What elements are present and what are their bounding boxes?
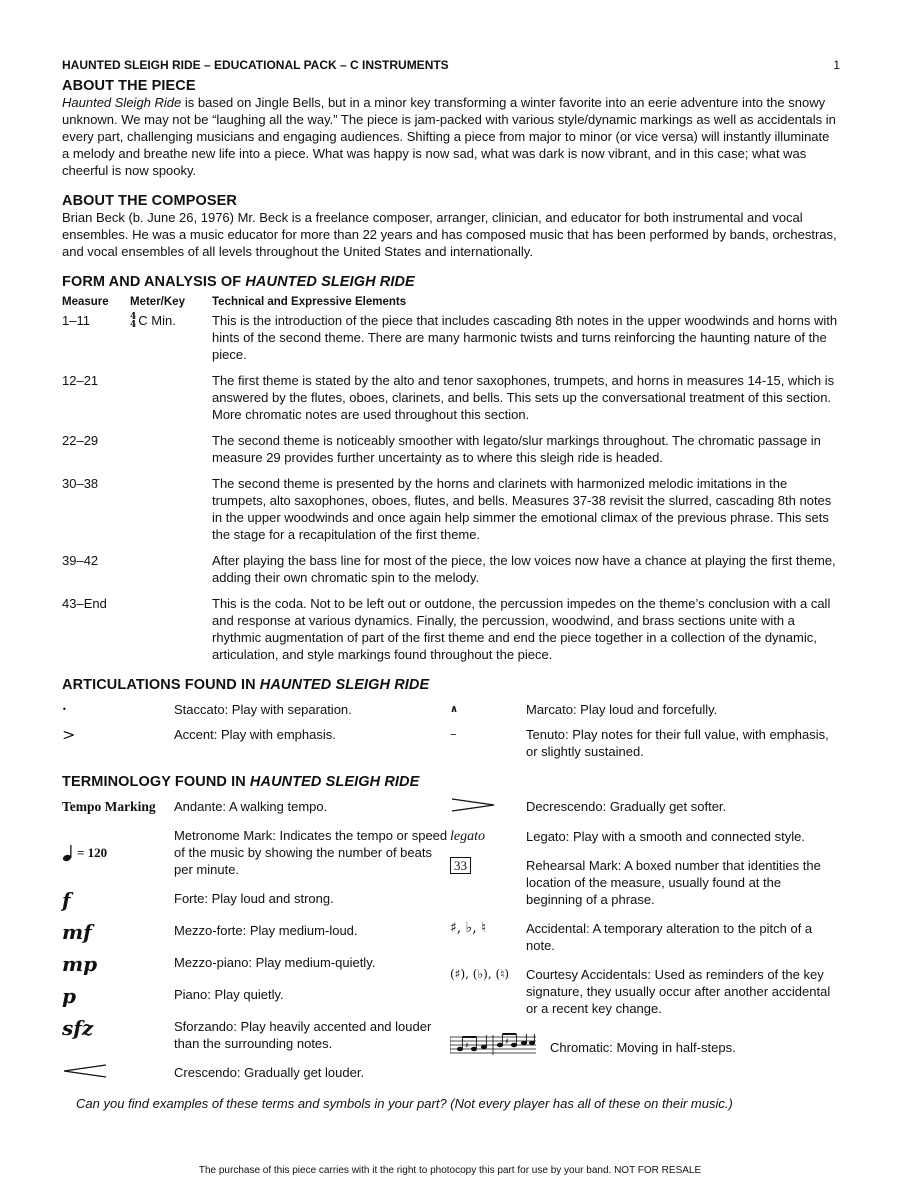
time-signature-icon [130,313,136,329]
piece-title-italic: Haunted Sleigh Ride [62,95,182,110]
row-meter-key [130,432,212,466]
list-item [62,890,450,910]
metronome-mark [62,827,174,878]
mezzo-forte-text: Mezzo-forte: Play medium-loud. [174,923,358,938]
chromatic-staff-icon [450,1033,550,1061]
about-piece-section [62,78,840,179]
marcato-text: Marcato: Play loud and forcefully. [526,702,718,717]
header-title: HAUNTED SLEIGH RIDE – EDUCATIONAL PACK – C INSTRUMENTS [62,58,449,72]
rehearsal-text: Rehearsal Mark: A boxed number that identities the location of the measure, usually found at the beginning of a phrase. [526,858,821,907]
list-item [62,726,450,743]
accent-icon: > [62,725,76,744]
footer-note: The purchase of this piece carries with it the right to photocopy this part for use by your band. NOT FOR RESALE [198,1165,702,1176]
mezzo-piano-text: Mezzo-piano: Play medium-quietly. [174,955,376,970]
staccato-icon: • [62,705,67,714]
list-item [62,954,450,974]
table-row [62,475,840,543]
table-row [62,432,840,466]
row-measure: 30–38 [62,476,99,491]
terminology-section [62,774,840,1082]
list-item [62,798,450,815]
timesig-bottom: 4 [130,320,137,330]
mezzo-piano-icon: mp [62,952,98,976]
row-meter-key [130,312,212,363]
metronome-value: = 120 [77,845,108,860]
closing-question: Can you find examples of these terms and symbols in your part? (Not every player has all of these on their music.) [76,1096,733,1111]
table-row [62,595,840,663]
forte-icon: f [62,888,71,912]
tenuto-text: Tenuto: Play notes for their full value, with emphasis, or slightly sustained. [526,727,829,759]
terminology-right-column [450,790,840,1082]
artic-heading-italic: HAUNTED SLEIGH RIDE [259,677,430,693]
about-composer-section [62,193,840,260]
courtesy-accidental-icon: (♯), (♭), (♮) [450,967,510,981]
quarter-note-icon [62,844,74,862]
accent-text: Accent: Play with emphasis. [174,727,336,742]
form-table-header [62,296,840,308]
form-heading-text: FORM AND ANALYSIS OF [62,274,246,290]
running-header [62,58,840,72]
piano-icon: p [62,984,76,1008]
list-item [450,701,840,718]
list-item [450,1033,840,1061]
table-row [62,372,840,423]
table-row [62,552,840,586]
row-meter-key [130,475,212,543]
term-heading-italic: HAUNTED SLEIGH RIDE [249,774,420,790]
about-composer-text: Brian Beck (b. June 26, 1976) Mr. Beck is a freelance composer, arranger, clinician, and educator for both instrumental and vocal ensembles. He was a music educator for more than 22 years and has composed music that has been performed by bands, orchestras, and vocal ensembles of all levels throughout the United States and internationally. [62,210,837,259]
table-row [62,312,840,363]
articulations-left-column [62,693,450,760]
accidental-icon: ♯, ♭, ♮ [450,920,487,936]
sforzando-text: Sforzando: Play heavily accented and louder than the surrounding notes. [174,1019,432,1051]
sforzando-icon: sfz [62,1016,94,1040]
mezzo-forte-icon: mf [62,920,92,944]
document-page [62,58,840,1111]
decrescendo-icon [450,798,526,816]
svg-text:♯: ♯ [465,1041,469,1050]
list-item [62,1064,450,1082]
timesig-top: 4 [130,312,137,322]
tempo-marking-symbol: Tempo Marking [62,799,156,814]
row-measure: 22–29 [62,433,99,448]
row-text: The second theme is presented by the horns and clarinets with harmonized melodic imitations in the trumpets, alto saxophones, oboes, flutes, and bells. Measures 37-38 revisit the slurred, cascading 8th notes in the upper woodwinds and once again help simmer the emotional climax of the previous phrase. This sets the stage for a recapitulation of the first theme. [212,476,832,542]
row-text: After playing the bass line for most of the piece, the low voices now have a chance at playing the first theme, adding their own chromatic spin to the melody. [212,553,836,585]
col-measure: Measure [62,296,109,308]
row-meter-key [130,595,212,663]
list-item [450,966,840,1017]
decrescendo-text: Decrescendo: Gradually get softer. [526,799,727,814]
terminology-left-column [62,790,450,1082]
staccato-text: Staccato: Play with separation. [174,702,352,717]
list-item [62,986,450,1006]
tenuto-icon: – [450,727,457,742]
page-number: 1 [833,58,840,72]
legato-text: Legato: Play with a smooth and connected style. [526,829,805,844]
forte-text: Forte: Play loud and strong. [174,891,334,906]
col-meter-key: Meter/Key [130,296,185,308]
row-measure: 1–11 [62,313,90,328]
row-measure: 12–21 [62,373,99,388]
artic-heading-text: ARTICULATIONS FOUND IN [62,677,260,693]
term-heading-text: TERMINOLOGY FOUND IN [62,774,250,790]
form-heading-italic: HAUNTED SLEIGH RIDE [245,274,415,290]
svg-text:♯: ♯ [505,1037,509,1046]
row-meter-key [130,552,212,586]
form-analysis-heading [62,274,840,290]
row-measure: 39–42 [62,553,99,568]
list-item [62,922,450,942]
list-item [450,828,840,845]
about-composer-heading: ABOUT THE COMPOSER [62,193,237,209]
list-item [62,827,450,878]
about-piece-text [62,94,840,179]
row-text: The first theme is stated by the alto and tenor saxophones, trumpets, and horns in measures 14-15, which is answered by the flutes, oboes, clarinets, and bells. This sets up the conversational treatment of this section. More chromatic notes are used throughout this section. [212,373,835,422]
about-piece-heading: ABOUT THE PIECE [62,78,196,94]
list-item [450,857,840,908]
crescendo-text: Crescendo: Gradually get louder. [174,1065,365,1080]
metronome-text: Metronome Mark: Indicates the tempo or speed of the music by showing the number of beats per minute. [174,828,448,877]
courtesy-text: Courtesy Accidentals: Used as reminders of the key signature, they usually occur after another accidental or a recent key change. [526,967,831,1016]
marcato-icon: ∧ [450,704,459,715]
row-key: C Min. [138,313,176,328]
row-text: This is the coda. Not to be left out or outdone, the percussion impedes on the theme’s conclusion with a call and response at various dynamics. Finally, the percussion, woodwind, and brass sections unite with a rhythmic augmentation of part of the first theme and end the piece together in a collection of the dynamic, articulation, and style markings found throughout the piece. [212,596,831,662]
articulations-heading [62,677,840,693]
list-item [450,726,840,760]
rehearsal-mark-cell [450,857,526,908]
articulations-grid [62,693,840,760]
legato-symbol: legato [450,829,485,844]
list-item [450,798,840,816]
crescendo-icon [62,1064,174,1082]
piano-text: Piano: Play quietly. [174,987,284,1002]
accidental-text: Accidental: A temporary alteration to the pitch of a note. [526,921,813,953]
terminology-heading [62,774,840,790]
terminology-grid [62,790,840,1082]
articulations-right-column [450,693,840,760]
row-text: This is the introduction of the piece that includes cascading 8th notes in the upper woodwinds and horns with hints of the second theme. There are many harmonic twists and turns reinforcing the haunting nature of the piece. [212,313,838,362]
row-measure: 43–End [62,596,107,611]
list-item [450,920,840,954]
about-piece-body: is based on Jingle Bells, but in a minor key transforming a winter favorite into an eerie adventure into the snowy unknown. We may not be “laughing all the way.” The piece is jam-packed with various style/dynamic markings as well as accidentals in every part, challenging musicians and engaging audiences. Shifting a piece from major to minor (or vice versa) will instantly illuminate a melody and breathe new life into a piece. What was happy is now sad, what was dark is now vibrant, and in this case; what was cheerful is now spooky. [62,95,836,178]
rehearsal-mark-icon: 33 [450,857,471,874]
row-text: The second theme is noticeably smoother with legato/slur markings throughout. The chromatic passage in measure 29 provides further uncertainty as to where this sleigh ride is headed. [212,433,821,465]
articulations-section [62,677,840,760]
row-meter-key [130,372,212,423]
tempo-marking-text: Andante: A walking tempo. [174,799,328,814]
list-item [62,701,450,718]
list-item [62,1018,450,1052]
chromatic-text: Chromatic: Moving in half-steps. [550,1039,736,1055]
col-elements: Technical and Expressive Elements [212,296,407,308]
form-analysis-section [62,274,840,663]
